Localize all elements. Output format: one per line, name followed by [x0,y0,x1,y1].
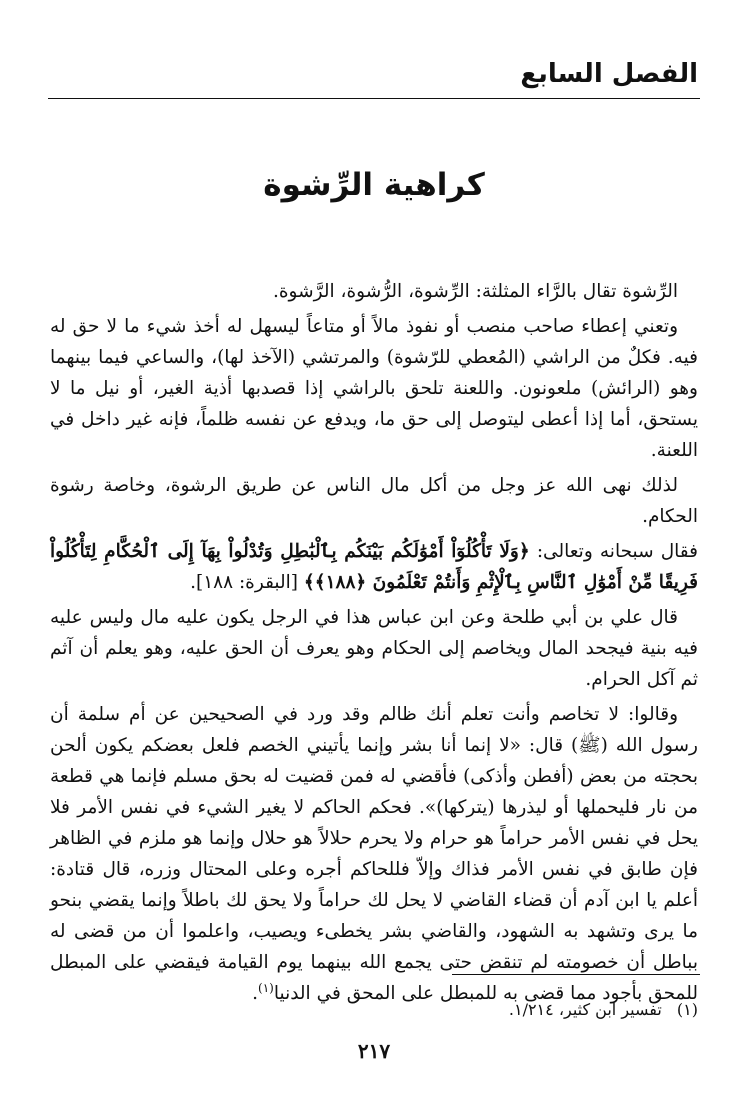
paragraph-definition: الرِّشوة تقال بالرَّاء المثلثة: الرِّشوة، الرُّشوة، الرَّشوة. [272,281,678,302]
paragraph-ibn-abbas: قال علي بن أبي طلحة وعن ابن عباس هذا في الرجل يكون عليه مال وليس عليه فيه بنية فيجحد المال ويخاصم إلى الحكام وهو يعرف أن الحق عليه، وهو يعلم أن آثم ثم آكل الحرام. [50,607,698,690]
body-text [50,276,698,1013]
paragraph-prohibition: لذلك نهى الله عز وجل من أكل مال الناس عن طريق الرشوة، وخاصة رشوة الحكام. [50,475,698,527]
footnote [50,996,698,1024]
footnote-reference: (١) [258,980,274,995]
quran-verse: ﴿وَلَا تَأْكُلُوٓاْ أَمْوَٰلَكُم بَيْنَكُم بِٱلْبَٰطِلِ وَتُدْلُواْ بِهَآ إِلَى ٱلْحُكَّامِ لِتَأْكُلُواْ فَرِيقًا مِّنْ أَمْوَٰلِ ٱلنَّاسِ بِٱلْإِثْمِ وَأَنتُمْ تَعْلَمُونَ ﴿١٨٨﴾﴾ [50,541,698,593]
chapter-title: كراهية الرِّشوة [263,167,485,203]
footnote-number: (١) [676,1000,698,1019]
page-number: ٢١٧ [357,1039,391,1063]
paragraph-hadith [50,699,698,1009]
paragraph-meaning: وتعني إعطاء صاحب منصب أو نفوذ مالاً أو متاعاً ليسهل له أخذ شيء ما لا حق له فيه. فكلٌ من الراشي (المُعطي للرّشوة) والمرتشي (الآخذ لها)، والساعي فيما بينهما وهو (الرائش) ملعونون. واللعنة تلحق بالراشي إذا قصدبها أذية الغير، أو نيل ما لا يستحق، أما إذا أعطى ليتوصل إلى حق ما، ويدفع عن نفسه ظلماً، فإنه غير داخل في اللعنة. [50,316,698,461]
verse-reference: [البقرة: ١٨٨]. [190,572,304,593]
footnote-text: تفسير ابن كثير، ١/٢١٤. [508,1000,662,1019]
chapter-label: الفصل السابع [520,59,698,89]
verse-intro: فقال سبحانه وتعالى: [529,541,698,562]
paragraph-quran-verse [50,536,698,598]
header-rule [48,98,700,99]
hadith-end: . [252,983,259,1004]
footnote-rule [452,974,700,975]
hadith-text: وقالوا: لا تخاصم وأنت تعلم أنك ظالم وقد ورد في الصحيحين عن أم سلمة أن رسول الله (ﷺ) قال: «لا إنما أنا بشر وإنما يأتيني الخصم فلعل بعضكم يكون ألحن بحجته من بعض (أفطن وأذكى) فأقضي له فمن قضيت له بحق مسلم فإنما هي قطعة من نار فليحملها أو ليذرها (يتركها)». فحكم الحاكم لا يغير الشيء في نفس الأمر فلا يحل في نفس الأمر حراماً هو حرام ولا يحرم حلالاً هو حلال وإنما هو ملزم في الظاهر فإن طابق في نفس الأمر فذاك وإلاّ فللحاكم أجره وعلى المحتال وزره، قال قتادة: أعلم يا ابن آدم أن قضاء القاضي لا يحل لك حراماً ولا يحق لك باطلاً وإنما يقضي بنحو ما يرى وتشهد به الشهود، والقاضي بشر يخطىء ويصيب، واعلموا أن من قضى له بباطل أن خصومته لم تنقض حتى يجمع الله بينهما يوم القيامة فيقضي على المبطل للمحق بأجود مما قضى به للمبطل على المحق في الدنيا [50,704,698,1004]
